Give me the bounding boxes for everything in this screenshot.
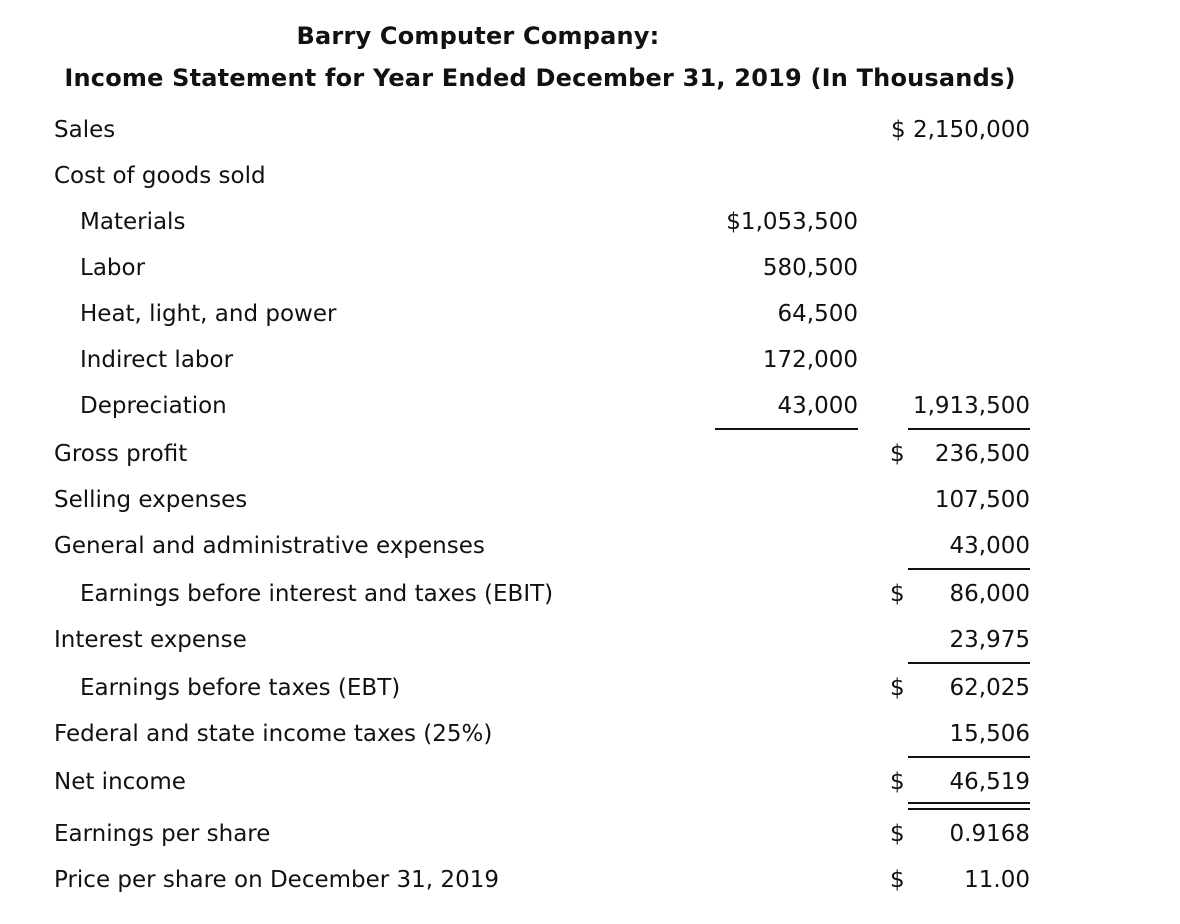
row-depreciation (0, 391, 1180, 421)
row-ebit (0, 579, 1180, 609)
row-price-per-share (0, 865, 1180, 895)
row-label: Materials (80, 209, 186, 235)
dollar-sign: $ (890, 675, 905, 701)
row-label: Gross profit (54, 441, 188, 467)
total-underline (908, 428, 1030, 430)
row-gross-profit (0, 439, 1180, 469)
row-label: Price per share on December 31, 2019 (54, 867, 499, 893)
row-ebt (0, 673, 1180, 703)
row-total: 0.9168 (949, 821, 1030, 847)
statement-subtitle: Income Statement for Year Ended December 31, 2019 (In Thousands) (64, 64, 1016, 92)
row-label: Interest expense (54, 627, 247, 653)
row-general-admin-expenses (0, 531, 1180, 561)
dollar-sign: $ (890, 821, 905, 847)
row-subtotal: $1,053,500 (726, 209, 858, 235)
row-label: Heat, light, and power (80, 301, 337, 327)
row-label: Sales (54, 117, 116, 143)
row-label: General and administrative expenses (54, 533, 485, 559)
total-underline (908, 756, 1030, 758)
row-subtotal: 172,000 (762, 347, 858, 373)
row-net-income (0, 767, 1180, 797)
row-label: Depreciation (80, 393, 227, 419)
row-label: Earnings per share (54, 821, 271, 847)
row-total: 107,500 (934, 487, 1030, 513)
row-label: Labor (80, 255, 146, 281)
row-total: 46,519 (949, 769, 1030, 795)
row-label: Earnings before taxes (EBT) (80, 675, 401, 701)
row-total: 86,000 (949, 581, 1030, 607)
row-total: 62,025 (949, 675, 1030, 701)
row-label: Cost of goods sold (54, 163, 266, 189)
row-labor (0, 253, 1180, 283)
total-underline (908, 662, 1030, 664)
row-total: 23,975 (949, 627, 1030, 653)
row-sales (0, 115, 1180, 145)
row-label: Selling expenses (54, 487, 248, 513)
row-earnings-per-share (0, 819, 1180, 849)
row-total: 1,913,500 (912, 393, 1030, 419)
statement-company-title: Barry Computer Company: (296, 22, 660, 50)
row-cost-of-goods-sold (0, 161, 1180, 191)
row-total: 236,500 (934, 441, 1030, 467)
row-selling-expenses (0, 485, 1180, 515)
row-interest-expense (0, 625, 1180, 655)
row-total: 43,000 (949, 533, 1030, 559)
row-label: Federal and state income taxes (25%) (54, 721, 493, 747)
row-subtotal: 64,500 (777, 301, 858, 327)
row-total: 11.00 (964, 867, 1030, 893)
total-underline (908, 568, 1030, 570)
row-income-taxes (0, 719, 1180, 749)
row-label: Net income (54, 769, 186, 795)
row-label: Earnings before interest and taxes (EBIT) (80, 581, 554, 607)
row-total: $ 2,150,000 (891, 117, 1030, 143)
row-materials (0, 207, 1180, 237)
row-subtotal: 43,000 (777, 393, 858, 419)
row-indirect-labor (0, 345, 1180, 375)
row-heat-light-power (0, 299, 1180, 329)
dollar-sign: $ (890, 581, 905, 607)
dollar-sign: $ (890, 769, 905, 795)
row-subtotal: 580,500 (762, 255, 858, 281)
row-label: Indirect labor (80, 347, 234, 373)
row-total: 15,506 (949, 721, 1030, 747)
subtotal-underline (715, 428, 858, 430)
net-income-double-underline (908, 802, 1030, 810)
dollar-sign: $ (890, 441, 905, 467)
dollar-sign: $ (890, 867, 905, 893)
